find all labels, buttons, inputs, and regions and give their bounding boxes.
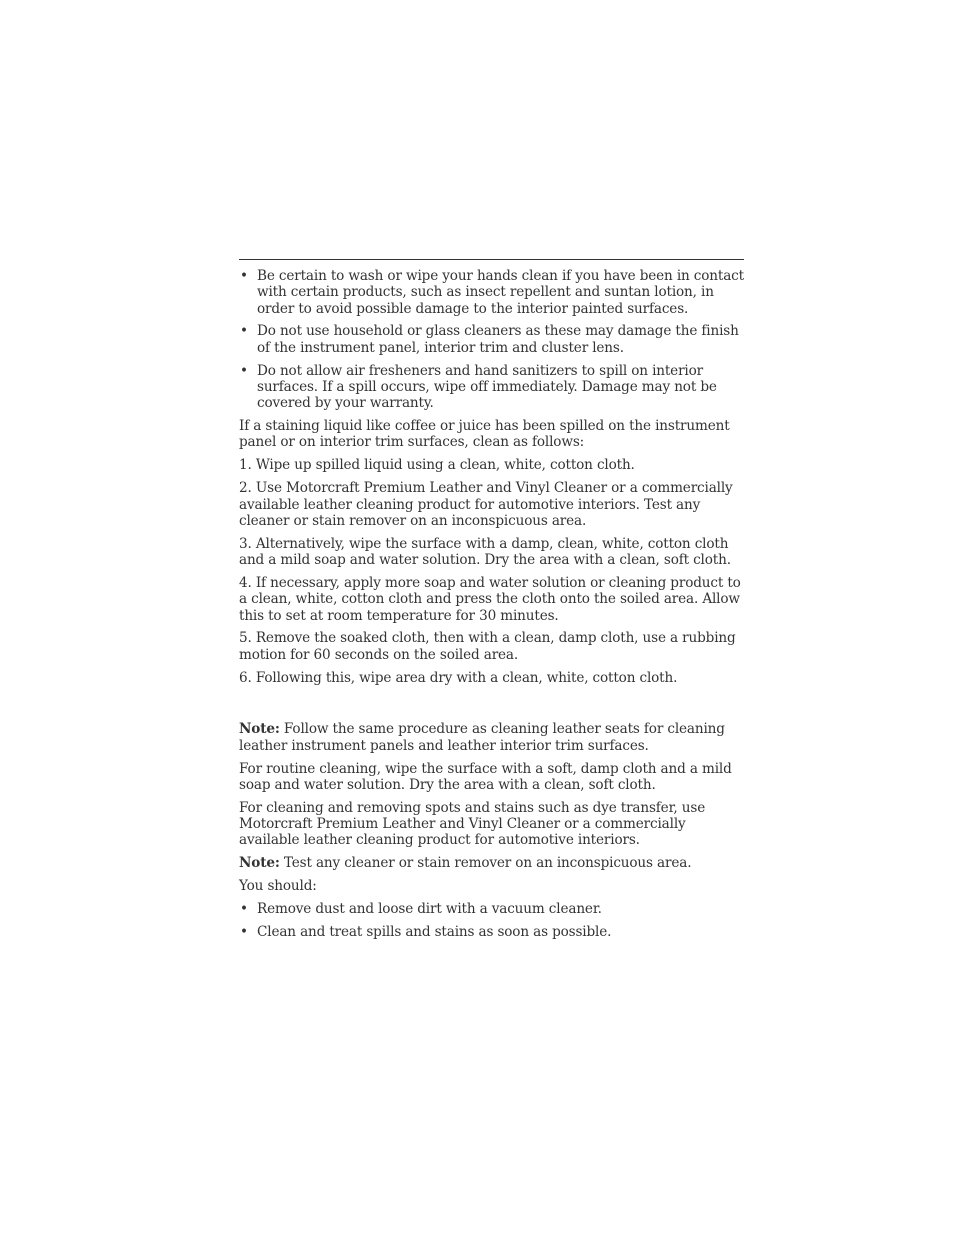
spot-cleaning-paragraph: For cleaning and removing spots and stains such as dye transfer, use Motorcraft Premium Leather and Vinyl Cleaner or a commercially available leather cleaning product for automotive interiors. [239,799,706,849]
bullet-text: Do not allow air fresheners and hand sanitizers to spill on interior surfaces. If a spill occurs, wipe off immediately. Damage may not be covered by your warranty. [257,362,717,412]
bullet-text: Clean and treat spills and stains as soon as possible. [257,924,612,940]
intro-paragraph: If a staining liquid like coffee or juice has been spilled on the instrument panel or on interior trim surfaces, clean as follows: [239,418,730,451]
list-item [239,924,745,940]
bullet-icon: • [240,362,248,379]
step-6: 6. Following this, wipe area dry with a clean, white, cotton cloth. [239,669,678,686]
you-should-paragraph: You should: [239,878,317,895]
note-label: Note: [239,721,280,738]
note-paragraph [239,721,745,754]
step-5: 5. Remove the soaked cloth, then with a clean, damp cloth, use a rubbing motion for 60 seconds on the soiled area. [239,630,736,663]
note-text: Follow the same procedure as cleaning leather seats for cleaning leather instrument panels and leather interior trim surfaces. [239,721,725,754]
list-item [239,901,745,917]
note-label: Note: [239,855,280,872]
page-content [239,268,745,947]
list-item [239,363,745,412]
list-item [239,323,745,356]
bullet-icon: • [240,268,248,284]
step-2: 2. Use Motorcraft Premium Leather and Vinyl Cleaner or a commercially available leather cleaning product for automotive interiors. Test any cleaner or stain remover on an inconspicuous area. [239,480,733,529]
note-text: Test any cleaner or stain remover on an inconspicuous area. [279,855,692,872]
bullet-text: Do not use household or glass cleaners as these may damage the finish of the instrument panel, interior trim and cluster lens. [257,323,739,356]
list-item [239,268,745,317]
note-paragraph [239,855,745,871]
step-4: 4. If necessary, apply more soap and water solution or cleaning product to a clean, white, cotton cloth and press the cloth onto the soiled area. Allow this to set at room temperature for 30 minutes. [239,574,741,624]
bullet-icon: • [240,901,248,918]
step-1: 1. Wipe up spilled liquid using a clean, white, cotton cloth. [239,457,635,474]
step-3: 3. Alternatively, wipe the surface with a damp, clean, white, cotton cloth and a mild soap and water solution. Dry the area with a clean, soft cloth. [239,535,731,569]
bullet-icon: • [240,924,248,940]
bullet-icon: • [240,323,248,340]
bullet-text: Remove dust and loose dirt with a vacuum cleaner. [257,901,602,918]
routine-cleaning-paragraph: For routine cleaning, wipe the surface with a soft, damp cloth and a mild soap and water solution. Dry the area with a clean, soft cloth. [239,760,732,793]
header-rule [239,259,744,260]
bullet-text: Be certain to wash or wipe your hands clean if you have been in contact with certain products, such as insect repellent and suntan lotion, in order to avoid possible damage to the interior painted surfaces. [257,268,744,317]
section-gap [239,692,745,721]
